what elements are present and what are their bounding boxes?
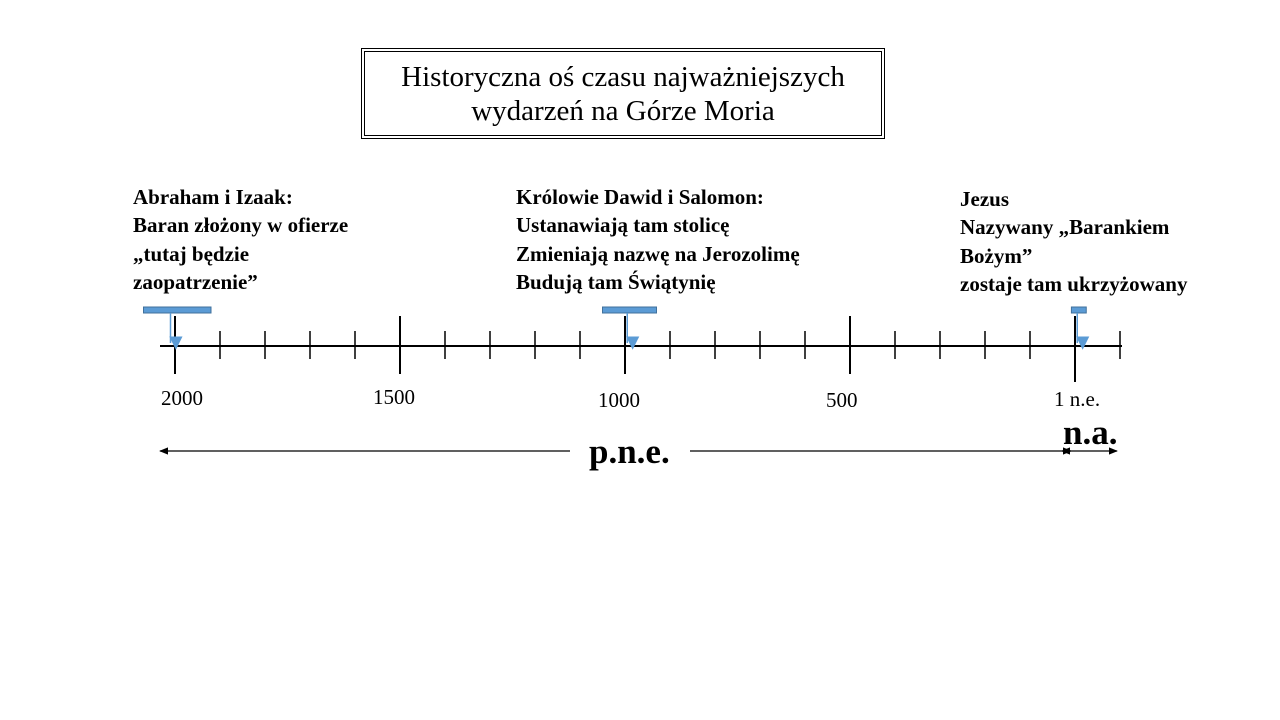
tick-label-1000: 1000: [598, 388, 640, 412]
event-david-solomon-text: Królowie Dawid i Salomon: Ustanawiają tam stolicę Zmieniają nazwę na Jerozolimę Budują tam Świątynię: [516, 185, 800, 295]
event-period-bar-2: [603, 307, 657, 313]
tick-label-500: 500: [826, 388, 858, 412]
timeline-ticks: [175, 316, 1120, 382]
event-period-bar-3: [1071, 307, 1086, 313]
tick-label-1500: 1500: [373, 385, 415, 409]
event-period-bar-1: [144, 307, 212, 313]
tick-label-1-ne: 1 n.e.: [1054, 387, 1101, 411]
event-abraham-text: Abraham i Izaak: Baran złożony w ofierze „tutaj będzie zaopatrzenie”: [133, 185, 349, 295]
tick-label-2000: 2000: [161, 386, 203, 410]
slide-title: Historyczna oś czasu najważniejszych wydarzeń na Górze Moria: [401, 60, 845, 127]
era-label-ce: n.a.: [1063, 413, 1118, 452]
event-jesus-text: Jezus Nazywany „Barankiem Bożym” zostaje tam ukrzyżowany: [960, 187, 1188, 297]
era-label-bce: p.n.e.: [589, 432, 670, 471]
event-markers: [144, 307, 1087, 343]
